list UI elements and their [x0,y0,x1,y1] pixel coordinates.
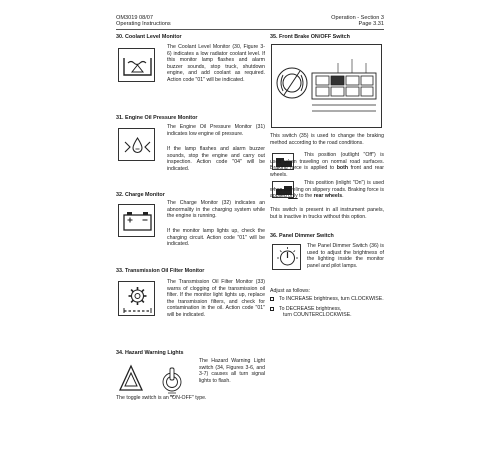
s35-on-text [270,180,384,200]
toggle-switch-icon [163,368,181,396]
s35-intro-text: This switch (35) is used to change the braking method according to the road conditions. [270,133,384,146]
s30-body: The Coolant Level Monitor (30, Figure 3-6) indicates a low radiator coolant level. If this monitor lamp flashes and alarm buzzer sounds, stop truck, shutdown engine, and add coolant as required. Action code "01" will be indicated. [167,44,265,83]
s31-para-2: If the lamp flashes and alarm buzzer sounds, stop the engine and carry out inspection. Action code "04" will be indicated. [167,146,265,172]
s33-title: 33. Transmission Oil Filter Monitor [116,268,205,274]
coolant-level-icon [118,48,155,82]
s36-title: 36. Panel Dimmer Switch [270,233,334,239]
s31-para-1: The Engine Oil Pressure Monitor (31) indicates low engine oil pressure. [167,124,265,137]
battery-charge-icon [118,204,155,237]
s35-note: This switch is present in all instrument panels, but is inactive in trucks without this option. [270,207,384,220]
doc-code: OM3019 08/07 [116,15,154,21]
s31-title: 31. Engine Oil Pressure Monitor [116,115,198,121]
s36-bullet-2-line-2: turn COUNTERCLOCKWISE. [283,312,352,318]
oil-pressure-icon [118,128,155,161]
doc-title: Operating Instructions [116,21,171,27]
s35-off-post: front and rear wheels. [270,165,384,178]
s35-on-post: . [342,193,344,200]
brake-switch-panel-icon [271,44,382,128]
s35-title: 35. Front Brake ON/OFF Switch [270,34,350,40]
s36-bullet-1: To INCREASE brightness, turn CLOCKWISE. [279,296,384,302]
s35-off-bold: both [336,165,348,172]
s35-off-text [270,152,384,178]
s36-body: The Panel Dimmer Switch (36) is used to adjust the brightness of the lighting inside the monitor panel and pilot lamps. [307,243,384,269]
s36-adjust: Adjust as follows: [270,288,311,294]
s35-intro [270,133,384,146]
s32-para-1: The Charge Monitor (32) indicates an abnormality in the charging system while the engine is running. [167,200,265,220]
page-number: Page 3.31 [358,21,384,27]
s33-body: The Transmission Oil Filter Monitor (33) warns of clogging of the transmission oil filter. If the monitor light lights up, replace the transmission filters, and check for contamination in the oil. Action code "01" will be indicated. [167,279,265,318]
s32-para-2: If the monitor lamp lights up, check the charging circuit. Action code "01" will be indicated. [167,228,265,248]
s34-title: 34. Hazard Warning Lights [116,350,184,356]
s34-footer: The toggle switch is an "ON-OFF" type. [116,395,207,401]
dimmer-knob-icon [272,244,301,270]
s35-on-underline: only [288,193,298,200]
s36-bullet-2-line-1: To DECREASE brightness, [279,306,342,312]
header-rule [116,29,384,30]
s34-body: The Hazard Warning Light switch (34, Figures 3-6, and 3-7) causes all turn signal lights to flash. [199,358,265,384]
s35-on-pre: This position (inlight "On") is used when traveling on slippery roads. Braking force is applied [270,180,384,200]
bullet-box-icon [270,307,274,311]
s35-on-mid: to the [297,193,314,200]
s35-off-pre: This position (outlight "Off") is used when traveling on normal road surfaces. Braking force is applied to [270,152,384,172]
section-label: Operation - Section 3 [331,15,384,21]
bullet-box-icon [270,297,274,301]
s32-title: 32. Charge Monitor [116,192,165,198]
s35-on-bold: rear wheels [313,193,343,200]
s30-title: 30. Coolant Level Monitor [116,34,182,40]
transmission-filter-icon [118,281,155,316]
